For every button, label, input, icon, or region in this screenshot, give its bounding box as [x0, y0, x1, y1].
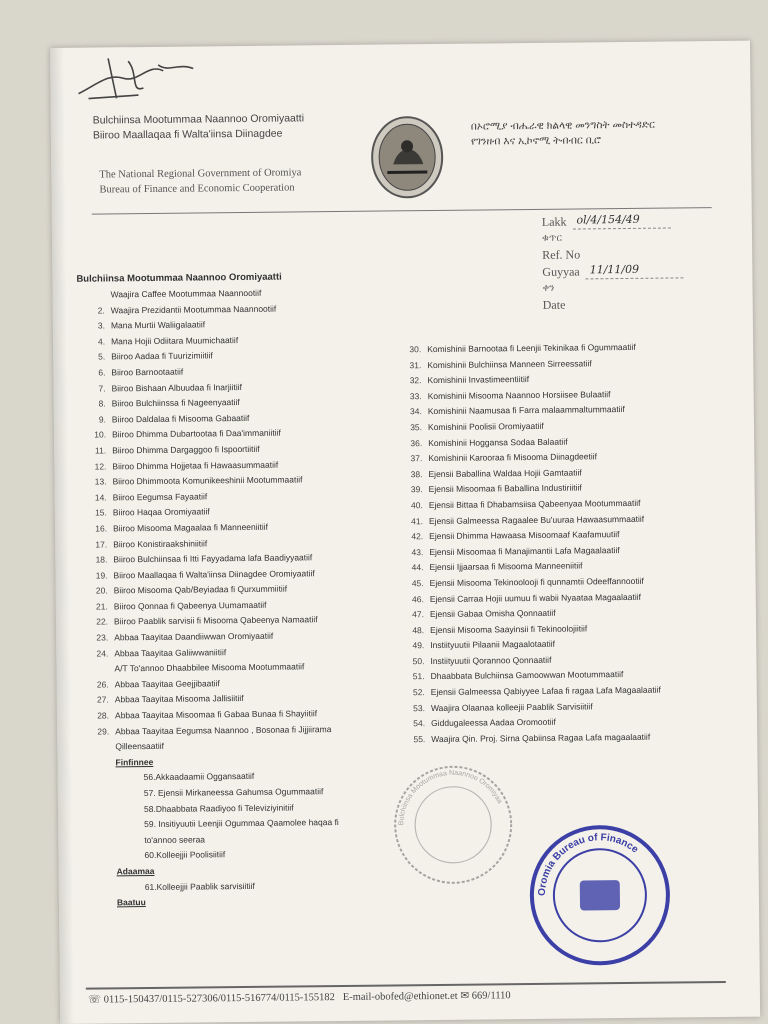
- list-item-text: Instiityuutii Qorannoo Qonnaatiif: [430, 654, 552, 666]
- list-item-number: [89, 880, 111, 896]
- header-english: [99, 165, 301, 197]
- list-item-text: Abbaa Taayitaa Geejjibaatiif: [114, 678, 220, 690]
- header-english-line2: Bureau of Finance and Economic Cooperation: [99, 182, 295, 196]
- list-item-text: Komishinii Barnootaa fi Leenjii Tekinikaa fi Ogummaatiif: [427, 341, 636, 355]
- list-item-text: Biiroo Dhimma Dargaggoo fi Ispoortiitiif: [112, 443, 260, 456]
- list-item-number: [89, 896, 111, 912]
- list-item-text: 60.Kolleejjii Poolisiitiif: [144, 849, 226, 861]
- page-shadow: [50, 48, 74, 1024]
- list-item-text: Ejensii Dhimma Hawaasa Misoomaaf Kaafamuutiif: [429, 529, 620, 542]
- list-item: [399, 340, 657, 358]
- list-item: [87, 722, 338, 740]
- list-item-number: 8.: [98, 398, 106, 409]
- list-item-text: Ejensii Misooma Saayinsii fi Tekinoolojiitiif: [430, 623, 588, 635]
- list-item-number: 30.: [409, 344, 422, 355]
- list-item-text: Biiroo Haqaa Oromiyaatiif: [112, 506, 210, 518]
- list-item-number: 4.: [97, 336, 106, 347]
- list-item-number: 13.: [94, 476, 107, 487]
- letter-page: [50, 41, 760, 1024]
- guyyaa-value: 11/11/09: [586, 261, 684, 279]
- list-item-text: Waajira Olaanaa kolleejii Paablik Sarvisiitiif: [430, 701, 593, 713]
- ref-label: Ref. No: [542, 247, 581, 262]
- list-item: [400, 402, 658, 420]
- list-item-number: 49.: [412, 640, 425, 651]
- list-item-number: 18.: [95, 554, 108, 565]
- list-item-text: Biiroo Konistiraakshiniitiif: [113, 537, 208, 549]
- list-item-text: Abbaa Taayitaa Eegumsa Naannoo , Bosonaa fi Jijjiirama: [115, 723, 332, 736]
- list-item-text: Biiroo Bulchiinssa fi Nageenyaatiif: [111, 397, 240, 409]
- list-item-text: Komishinii Misooma Naannoo Horsiisee Bulaatiif: [427, 388, 611, 401]
- header-oromo: [93, 111, 305, 143]
- list-item: [403, 683, 661, 701]
- list-item-number: 37.: [410, 453, 423, 464]
- list-item-number: 7.: [98, 382, 106, 394]
- list-item-number: 53.: [413, 702, 425, 713]
- list-item-number: 35.: [410, 422, 423, 433]
- list-item-text: Biiroo Dhimma Hojjetaa fi Hawaasummaatiif: [112, 459, 279, 471]
- list-item-number: 23.: [96, 632, 109, 643]
- list-item-number: 26.: [96, 679, 109, 690]
- header-amharic-line1: በኦሮሚያ ብሔራዊ ክልላዊ መንግስት መስተዳድር: [470, 118, 655, 133]
- list-item-number: 32.: [409, 375, 422, 386]
- header-amharic-line2: የገንዘብ እና ኢኮኖሚ ትብብር ቢሮ: [470, 134, 601, 148]
- list-item-number: 28.: [97, 710, 110, 721]
- list-item: [88, 815, 339, 833]
- lakk-amharic: ቁጥር: [541, 232, 563, 244]
- list-item-number: 51.: [412, 671, 425, 682]
- blue-stamp-text: Oromia Bureau of Finance: [536, 832, 641, 897]
- list-item-text: Ejensii Galmeessa Qabiyyee Lafaa fi ragaa Lafa Magaalaatiif: [430, 684, 661, 698]
- header-oromo-line2: Biiroo Maallaqaa fi Walta'iinsa Diinagdee: [92, 127, 283, 142]
- list-item-text: Biiroo Aadaa fi Tuurizimiitiif: [111, 350, 213, 362]
- guyyaa-label: Guyyaa: [542, 264, 580, 279]
- header-amharic: [471, 118, 655, 150]
- list-item-number: 41.: [411, 515, 424, 526]
- header-oromo-line1: Bulchiinsa Mootummaa Naannoo Oromiyaatti: [92, 112, 305, 127]
- recipient-heading: Bulchiinsa Mootummaa Naannoo Oromiyaatti: [76, 271, 282, 285]
- list-item-number: 39.: [410, 484, 423, 495]
- list-item-text: Ejensii Misoomaa fi Baballina Industiriitiif: [428, 482, 582, 495]
- footer-email: E-mail-obofed@ethionet.et: [342, 990, 458, 1003]
- list-item: [86, 659, 337, 677]
- list-item-number: 2.: [97, 305, 105, 316]
- oromia-emblem-icon: [369, 114, 446, 201]
- list-section-heading: Finfinnee: [115, 756, 154, 768]
- list-item-number: [88, 849, 110, 865]
- list-item-number: 50.: [412, 655, 425, 667]
- list-item-number: [87, 755, 109, 771]
- list-item-number: [86, 662, 108, 678]
- mailbox-icon: ✉: [460, 990, 470, 1002]
- list-item-text: Biiroo Bishaan Albuudaa fi Inarjiitiif: [111, 381, 243, 393]
- list-section-heading: Baatuu: [116, 897, 146, 908]
- list-item-text: 58.Dhaabbata Raadiyoo fi Televiziyinitiif: [143, 802, 294, 814]
- list-item-number: 3.: [97, 320, 105, 331]
- list-item-text: Komishinii Karooraa fi Misooma Diinagdeetiif: [428, 451, 598, 464]
- list-item-text: Biiroo Maallaqaa fi Walta'iinsa Diinagdee Oromiyaatiif: [113, 567, 315, 581]
- list-item-number: [88, 833, 110, 849]
- list-item-number: [89, 864, 111, 880]
- list-item-text: Ejensii Carraa Hojii uumuu fi wabii Nyaataa Magaalaatiif: [429, 591, 642, 604]
- faded-stamp-text: Bulchiinsa Mootummaa Naannoo Oromiyaa: [398, 769, 504, 826]
- list-item-number: 52.: [412, 687, 425, 698]
- list-item-text: Biiroo Misooma Qab/Beyiadaa fi Qurxummiitiif: [113, 583, 288, 596]
- faded-round-stamp: [387, 759, 518, 890]
- list-item-text: Giddugaleessa Aadaa Oromootiif: [431, 716, 556, 729]
- list-item-text: Biiroo Misooma Magaalaa fi Manneeniitiif: [112, 521, 269, 534]
- list-item-number: 47.: [412, 609, 425, 620]
- list-item: [401, 511, 659, 529]
- date-label: Date: [542, 297, 566, 312]
- list-item-text: Ejensii Bittaa fi Dhabamsiisa Qabeenyaa Mootummaatiif: [428, 497, 641, 510]
- list-section-heading: Adaamaa: [116, 865, 155, 877]
- list-item-number: [88, 818, 110, 834]
- list-item-number: [88, 802, 110, 818]
- list-item-text: Mana Murtii Waliigalaatiif: [110, 319, 206, 331]
- list-item-number: 21.: [95, 601, 108, 612]
- list-item-number: 14.: [94, 492, 107, 503]
- list-item-number: 33.: [409, 390, 422, 402]
- footer-contact: [88, 989, 511, 1005]
- list-item-text: Abbaa Taayitaa Misooma Jallisiitiif: [114, 693, 244, 705]
- list-item-number: 48.: [412, 624, 425, 635]
- list-item-text: Waajira Caffee Mootummaa Naannootiif: [110, 287, 262, 300]
- list-item-text: Dhaabbata Bulchiinsa Gamoowwan Mootummaatiif: [430, 669, 624, 682]
- list-item-text: Komishinii Hoggansa Sodaa Balaatiif: [428, 436, 568, 448]
- list-item-number: [88, 771, 110, 787]
- list-item-number: 44.: [411, 562, 424, 573]
- list-item-number: 6.: [98, 367, 106, 378]
- list-item-text: Ejensii Galmeessa Ragaalee Bu'uuraa Hawaasummaatiif: [428, 513, 645, 526]
- list-item-number: 40.: [410, 500, 423, 511]
- list-item-text: 61.Kolleejjii Paablik sarvisiitiif: [144, 880, 255, 892]
- list-item-text: Waajira Qin. Proj. Sirna Qabiinsa Ragaa Lafa magaalaatiif: [431, 731, 651, 744]
- list-item-number: 27.: [96, 694, 109, 705]
- list-item: [88, 784, 339, 802]
- list-item-text: Qilleensaatiif: [115, 741, 165, 752]
- list-item: [84, 472, 335, 490]
- list-item-text: Ejensii Baballina Waldaa Hojii Gamtaatiif: [428, 467, 582, 479]
- list-item-number: 17.: [95, 538, 108, 550]
- footer-divider: [86, 981, 726, 990]
- list-item-text: Ejensii Misoomaa fi Manajimantii Lafa Magaalaatiif: [429, 544, 620, 557]
- header-english-line1: The National Regional Government of Oromiya: [99, 167, 302, 181]
- lakk-label: Lakk: [541, 214, 567, 229]
- list-item-text: Komishinii Naamusaa fi Farra malaammaltummaatiif: [427, 404, 625, 417]
- list-item-text: 56.Akkaadaamii Oggansaatiif: [143, 771, 255, 783]
- list-item-text: Abbaa Taayitaa Galiiwwaniitiif: [114, 646, 227, 659]
- list-item-text: Abbaa Taayitaa Misoomaa fi Gabaa Bunaa fi Shayiitiif: [114, 708, 318, 721]
- list-item-number: 42.: [411, 531, 424, 542]
- list-item-text: Biiroo Dhimmoota Komunikeeshinii Mootummaatiif: [112, 474, 303, 487]
- list-item-number: 16.: [95, 523, 108, 534]
- list-item-number: 55.: [413, 733, 426, 745]
- list-item-text: Instiityuutii Pilaanii Magaalotaatiif: [430, 639, 556, 651]
- lakk-row: [542, 211, 683, 229]
- list-item-number: 15.: [94, 507, 107, 518]
- list-item-number: 36.: [410, 437, 423, 448]
- list-item-number: 19.: [95, 570, 108, 581]
- list-item-number: 9.: [98, 414, 106, 425]
- list-item-text: Biiroo Daldalaa fi Misooma Gabaatiif: [111, 412, 250, 425]
- list-item-text: 57. Ejensii Mirkaneessa Gahumsa Ogummaatiif: [143, 786, 324, 799]
- list-item-text: Biiroo Dhimma Dubartootaa fi Daa'immaniitiif: [112, 427, 281, 440]
- reference-block: [542, 211, 684, 312]
- list-item-text: Biiroo Bulchiinsaa fi Itti Fayyadama lafa Baadiyyaatiif: [113, 552, 313, 565]
- list-item-number: 34.: [409, 406, 422, 417]
- guyyaa-amharic: ቀን: [542, 282, 555, 294]
- list-item-number: [83, 287, 105, 303]
- footer-phones: 0115-150437/0115-527306/0115-516774/0115-155182: [103, 992, 335, 1006]
- list-item-text: Biiroo Qonnaa fi Qabeenya Uumamaatiif: [113, 599, 267, 612]
- list-item-number: [88, 786, 110, 802]
- list-item-text: Komishinii Invastimeentiitiif: [427, 374, 530, 386]
- list-item-number: 43.: [411, 546, 424, 557]
- list-item-number: 24.: [96, 648, 109, 659]
- list-item-number: 38.: [410, 468, 423, 479]
- svg-text:Bulchiinsa Mootummaa Naannoo O: [398, 769, 504, 825]
- recipient-list-left: [83, 285, 340, 911]
- list-item-number: 45.: [411, 578, 424, 589]
- list-item-text: Ejensii Gabaa Omisha Qonnaatiif: [429, 607, 556, 620]
- list-item: [89, 893, 340, 911]
- phone-icon: ☏: [87, 994, 102, 1006]
- list-item-text: Biiroo Paablik sarvisii fi Misooma Qabeenya Namaatiif: [113, 614, 318, 627]
- list-item-number: 10.: [94, 429, 107, 440]
- list-item-number: 31.: [409, 359, 422, 370]
- list-item-text: Ejensii Misooma Tekinoolooji fi qunnamtii Odeeffannootiif: [429, 575, 644, 588]
- bureau-finance-stamp: [524, 820, 676, 972]
- handwritten-signature: [68, 52, 209, 113]
- guyyaa-row: [542, 261, 683, 279]
- list-item: [86, 612, 337, 630]
- list-item: [402, 589, 660, 607]
- list-item-number: 29.: [97, 726, 110, 737]
- list-item-text: Komishinii Bulchiinsa Manneen Sirreessatiif: [427, 357, 592, 370]
- list-item-text: Ejensii Ijjaarsaa fi Misooma Manneeniitiif: [429, 560, 583, 573]
- footer-pobox: 669/1110: [471, 990, 511, 1002]
- list-item-text: Waajira Prezidantii Mootummaa Naannootiif: [110, 303, 277, 315]
- list-item-number: 54.: [413, 718, 426, 729]
- list-item-number: 46.: [411, 593, 424, 604]
- list-item-number: [87, 740, 109, 756]
- list-item-text: Abbaa Taayitaa Daandiiwwan Oromiyaatiif: [114, 630, 274, 643]
- list-item-text: Biiroo Barnootaatiif: [111, 366, 184, 378]
- list-item-text: Mana Hojii Odiitara Muumichaatiif: [111, 334, 239, 347]
- list-item-text: Biiroo Eegumsa Fayaatiif: [112, 491, 208, 503]
- list-item-number: 5.: [98, 351, 106, 362]
- list-item-number: 20.: [95, 585, 108, 596]
- list-item-text: to'annoo seeraa: [144, 834, 206, 845]
- list-item-number: 22.: [96, 616, 109, 628]
- list-item-text: 59. Insitiyuutii Leenjii Ogummaa Qaamolee haqaa fi: [144, 817, 339, 830]
- list-item-text: Komishinii Poolisii Oromiyaatiif: [427, 420, 544, 433]
- list-item: [85, 566, 336, 584]
- recipient-list-right: [399, 340, 661, 748]
- list-item-number: 11.: [94, 445, 107, 456]
- list-item: [403, 729, 661, 747]
- list-item-text: A/T To'annoo Dhaabbilee Misooma Mootummaatiif: [114, 661, 305, 674]
- list-item-number: 12.: [94, 460, 107, 472]
- lakk-value: ol/4/154/49: [572, 212, 670, 230]
